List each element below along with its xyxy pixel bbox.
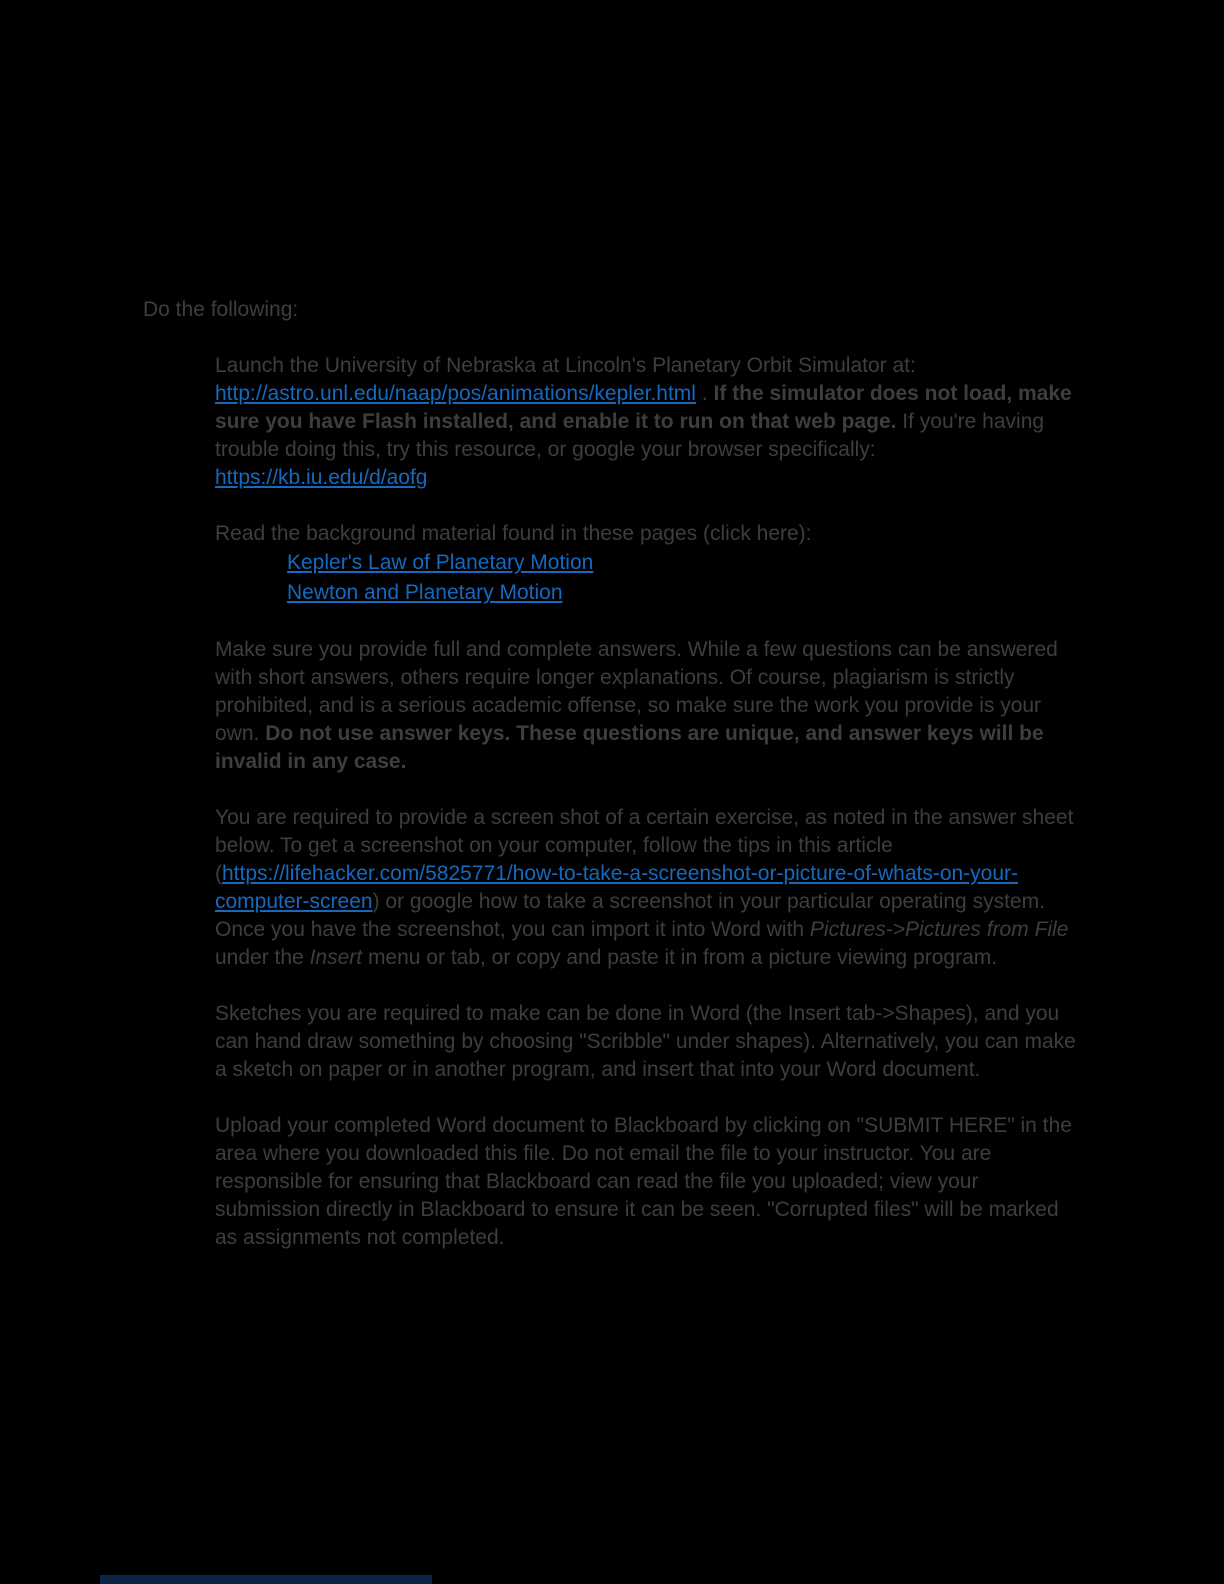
paragraph-screenshot-instructions bbox=[215, 804, 1081, 972]
text-run-normal: ) or google how to take a screenshot in your particular operating system. Once you have the screenshot, you can import it into Word with bbox=[215, 890, 1045, 941]
paragraph-launch-simulator bbox=[215, 352, 1081, 492]
cropped-link-fragment bbox=[100, 1575, 432, 1584]
newton-motion-link[interactable]: Newton and Planetary Motion bbox=[287, 581, 563, 604]
background-links-list bbox=[287, 548, 1081, 608]
text-run-italic: Insert bbox=[309, 946, 363, 969]
paragraph-upload-blackboard: Upload your completed Word document to Blackboard by clicking on "SUBMIT HERE" in the area where you downloaded this file. Do not email the file to your instructor. You are responsible for ensuring that Blackboard can read the file you uploaded; view your submission directly in Blackboard to ensure it can be seen. "Corrupted files" will be marked as assignments not completed. bbox=[215, 1114, 1072, 1249]
hyperlink[interactable]: http://astro.unl.edu/naap/pos/animations/kepler.html bbox=[215, 382, 696, 405]
text-run-normal: Launch the University of Nebraska at Lincoln's Planetary Orbit Simulator at: bbox=[215, 354, 916, 377]
hyperlink[interactable]: https://lifehacker.com/5825771/how-to-take-a-screenshot-or-picture-of-whats-on-your-computer-screen bbox=[215, 862, 1019, 913]
text-run-normal: If you're having trouble doing this, try this resource, or google your browser specifically: bbox=[215, 410, 1045, 461]
paragraph-read-background: Read the background material found in these pages (click here): bbox=[215, 522, 812, 545]
intro-text: Do the following: bbox=[143, 298, 299, 321]
text-run-italic: Pictures->Pictures from File bbox=[809, 918, 1069, 941]
text-run-normal: Make sure you provide full and complete answers. While a few questions can be answered with short answers, others require longer explanations. Of course, plagiarism is strictly prohibited, and is a serious academic offense, so make sure the work you provide is your own. bbox=[215, 638, 1058, 745]
hyperlink[interactable]: https://kb.iu.edu/d/aofg bbox=[215, 466, 428, 489]
document-body bbox=[143, 296, 1088, 1280]
paragraph-sketches: Sketches you are required to make can be done in Word (the Insert tab->Shapes), and you can hand draw something by choosing "Scribble" under shapes). Alternatively, you can make a sketch on paper or in another program, and insert that into your Word document. bbox=[215, 1002, 1076, 1081]
text-run-bold: Do not use answer keys. These questions are unique, and answer keys will be invalid in any case. bbox=[215, 722, 1044, 773]
text-run-normal: under the bbox=[215, 946, 310, 969]
kepler-law-link[interactable]: Kepler's Law of Planetary Motion bbox=[287, 551, 594, 574]
text-run-normal: . bbox=[695, 382, 714, 405]
paragraph-complete-answers bbox=[215, 636, 1081, 776]
text-run-normal: You are required to provide a screen shot of a certain exercise, as noted in the answer sheet below. To get a screenshot on your computer, follow the tips in this article ( bbox=[215, 806, 1074, 885]
text-run-normal: menu or tab, or copy and paste it in from a picture viewing program. bbox=[362, 946, 998, 969]
text-run-bold: If the simulator does not load, make sure you have Flash installed, and enable it to run on that web page. bbox=[215, 382, 1072, 433]
